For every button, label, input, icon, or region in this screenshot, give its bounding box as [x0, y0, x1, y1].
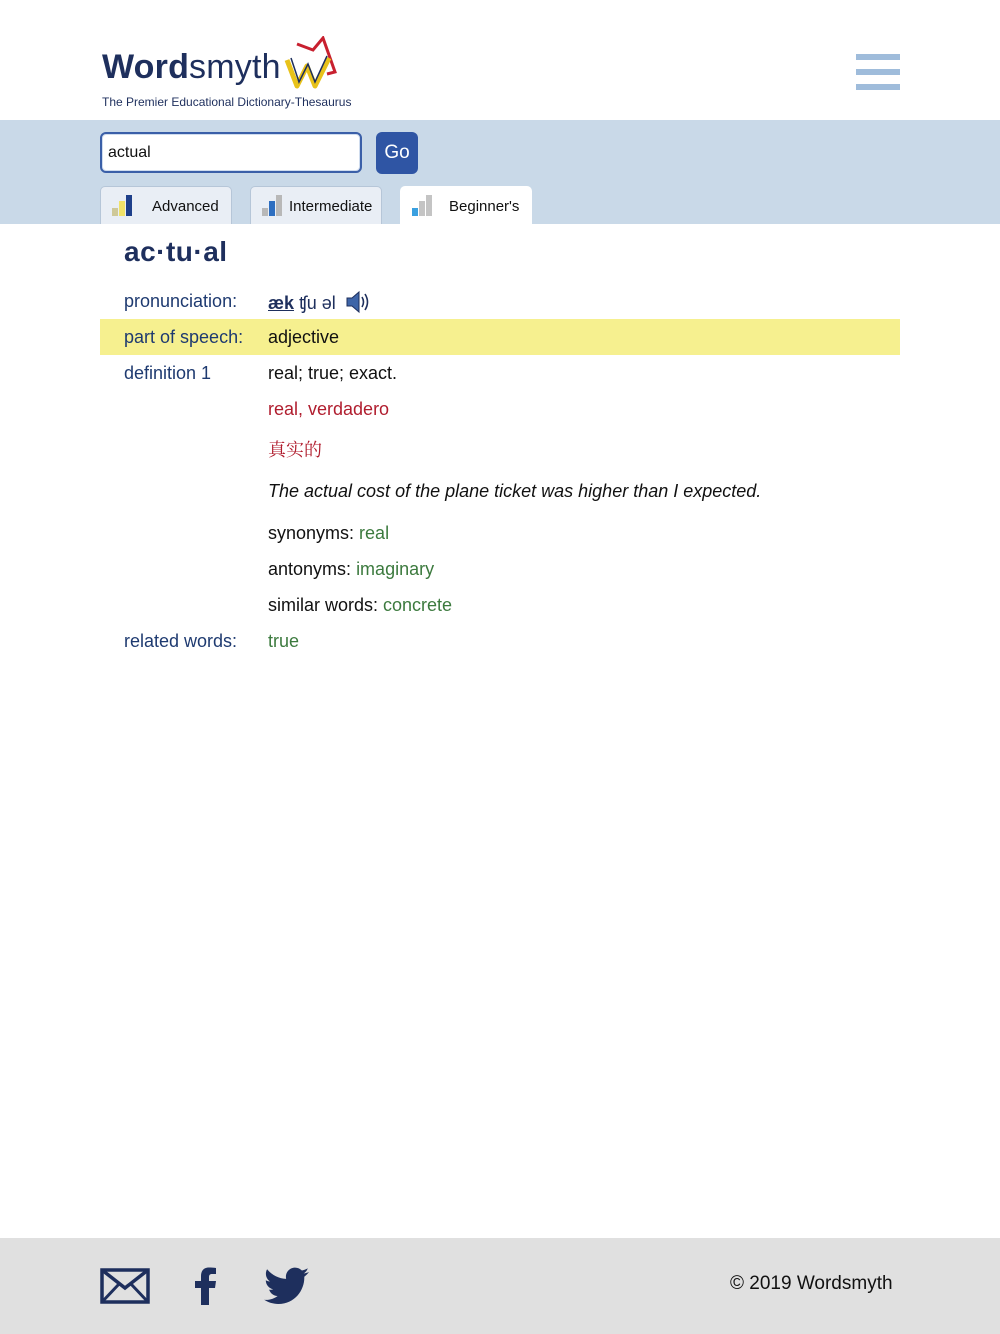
similar-word-link[interactable]: concrete: [383, 595, 453, 615]
definition-text: real; true; exact.: [268, 363, 398, 383]
email-icon[interactable]: [100, 1268, 150, 1304]
pronunciation-label: pronunciation:: [124, 291, 238, 311]
logo-word-light: smyth: [189, 48, 281, 86]
antonyms-row: [268, 559, 434, 580]
related-words-label: related words:: [124, 631, 238, 651]
pronunciation-rest: ʧu əl: [299, 293, 336, 313]
part-of-speech-value: adjective: [268, 327, 340, 347]
logo-word-bold: Word: [102, 48, 190, 86]
beginner-level-icon: [410, 194, 436, 218]
headword: ac·tu·al: [124, 236, 228, 267]
copyright-text: © 2019 Wordsmyth: [730, 1273, 893, 1294]
example-sentence: The actual cost of the plane ticket was higher than I expected.: [268, 481, 762, 501]
search-bar: [0, 120, 1000, 224]
part-of-speech-label: part of speech:: [124, 327, 244, 347]
tab-beginners-label: Beginner's: [449, 198, 520, 215]
antonyms-label: antonyms:: [268, 559, 352, 579]
facebook-icon[interactable]: [194, 1267, 218, 1305]
tab-advanced-label: Advanced: [152, 198, 219, 215]
related-word-link[interactable]: true: [268, 631, 300, 651]
spanish-translation: real, verdadero: [268, 399, 390, 419]
pronunciation-value: [268, 290, 371, 314]
logo-w-icon: [283, 36, 339, 90]
tab-beginners[interactable]: [400, 186, 532, 224]
logo-wordmark: [102, 48, 281, 87]
similar-words-label: similar words:: [268, 595, 379, 615]
tab-advanced[interactable]: [100, 186, 232, 224]
twitter-icon[interactable]: [264, 1267, 310, 1305]
wordsmyth-logo[interactable]: [100, 36, 360, 112]
similar-words-row: [268, 595, 452, 616]
chinese-translation: 真实的: [268, 440, 322, 460]
site-footer: [0, 1238, 1000, 1334]
site-header: [0, 0, 1000, 120]
tab-intermediate[interactable]: [250, 186, 382, 224]
speaker-icon[interactable]: [345, 290, 371, 314]
definition-label: definition 1: [124, 363, 212, 383]
tab-intermediate-label: Intermediate: [289, 198, 373, 215]
synonym-link[interactable]: real: [359, 523, 390, 543]
search-input[interactable]: [100, 132, 362, 173]
logo-tagline: The Premier Educational Dictionary-Thesaurus: [102, 95, 352, 109]
antonym-link[interactable]: imaginary: [356, 559, 435, 579]
synonyms-label: synonyms:: [268, 523, 355, 543]
advanced-level-icon: [110, 194, 136, 218]
synonyms-row: [268, 523, 389, 544]
hamburger-menu-icon[interactable]: [856, 54, 900, 90]
intermediate-level-icon: [260, 194, 286, 218]
pronunciation-stressed-syllable: æk: [268, 293, 295, 313]
go-button[interactable]: Go: [376, 132, 418, 174]
